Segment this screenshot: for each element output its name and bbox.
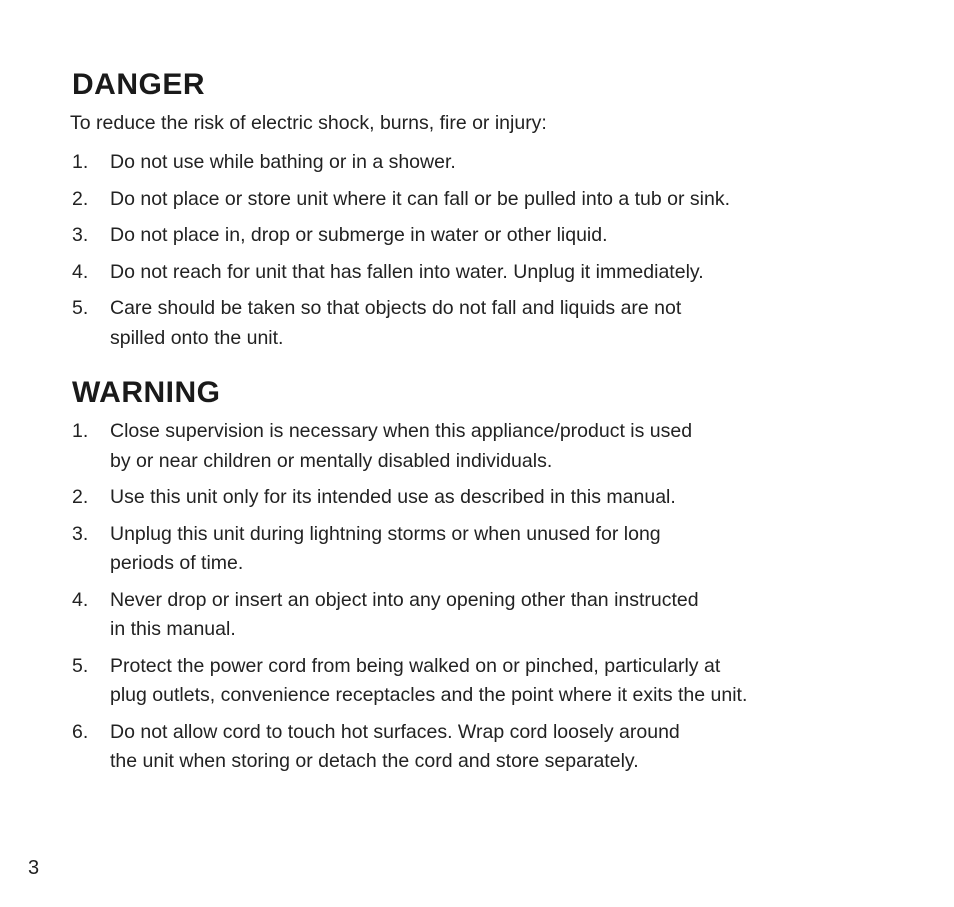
warning-item-number: 4.: [72, 588, 89, 611]
warning-item-number: 5.: [72, 654, 89, 677]
danger-item-text: Do not use while bathing or in a shower.: [110, 151, 456, 173]
danger-item-number: 5.: [72, 297, 89, 319]
danger-item-number: 4.: [72, 260, 89, 283]
warning-item-number: 3.: [72, 522, 89, 545]
warning-list-item: [72, 652, 872, 711]
warning-item-text: Close supervision is necessary when this appliance/product is used: [110, 420, 693, 442]
warning-item-text: Protect the power cord from being walked on or pinched, particularly at: [110, 654, 721, 677]
danger-list-item: [72, 294, 872, 353]
warning-list-item: [72, 520, 872, 579]
warning-list-item: [72, 586, 872, 645]
warning-item-text: Do not allow cord to touch hot surfaces. Wrap cord loosely around: [110, 720, 680, 743]
warning-item-text: in this manual.: [110, 618, 236, 640]
danger-item-text: Do not place in, drop or submerge in water or other liquid.: [110, 224, 608, 246]
warning-item-text: periods of time.: [110, 552, 244, 574]
warning-item-text: the unit when storing or detach the cord and store separately.: [110, 750, 639, 772]
danger-item-text: spilled onto the unit.: [110, 326, 284, 349]
danger-item-text: Care should be taken so that objects do not fall and liquids are not: [110, 297, 682, 319]
danger-item-number: 3.: [72, 224, 89, 246]
danger-list-item: [72, 221, 872, 251]
danger-list: [72, 148, 872, 360]
danger-list-item: [72, 148, 872, 178]
warning-list-item: [72, 718, 872, 777]
warning-item-number: 1.: [72, 420, 89, 442]
warning-list: [72, 417, 872, 784]
danger-heading: DANGER: [72, 68, 206, 101]
danger-item-number: 2.: [72, 187, 89, 210]
danger-list-item: [72, 185, 872, 215]
warning-item-text: Use this unit only for its intended use as described in this manual.: [110, 486, 676, 508]
warning-item-text: Unplug this unit during lightning storms or when unused for long: [110, 522, 661, 545]
danger-intro: To reduce the risk of electric shock, burns, fire or injury:: [70, 112, 547, 134]
warning-item-text: Never drop or insert an object into any opening other than instructed: [110, 588, 699, 611]
warning-list-item: [72, 483, 872, 513]
warning-item-text: by or near children or mentally disabled individuals.: [110, 449, 553, 472]
warning-heading: WARNING: [72, 376, 221, 409]
warning-item-number: 6.: [72, 720, 89, 743]
danger-item-text: Do not place or store unit where it can fall or be pulled into a tub or sink.: [110, 187, 731, 210]
danger-item-text: Do not reach for unit that has fallen into water. Unplug it immediately.: [110, 260, 704, 283]
danger-item-number: 1.: [72, 151, 89, 173]
danger-list-item: [72, 258, 872, 288]
page-number: 3: [28, 857, 40, 879]
warning-item-number: 2.: [72, 486, 89, 508]
warning-list-item: [72, 417, 872, 476]
warning-item-text: plug outlets, convenience receptacles and the point where it exits the unit.: [110, 684, 748, 706]
